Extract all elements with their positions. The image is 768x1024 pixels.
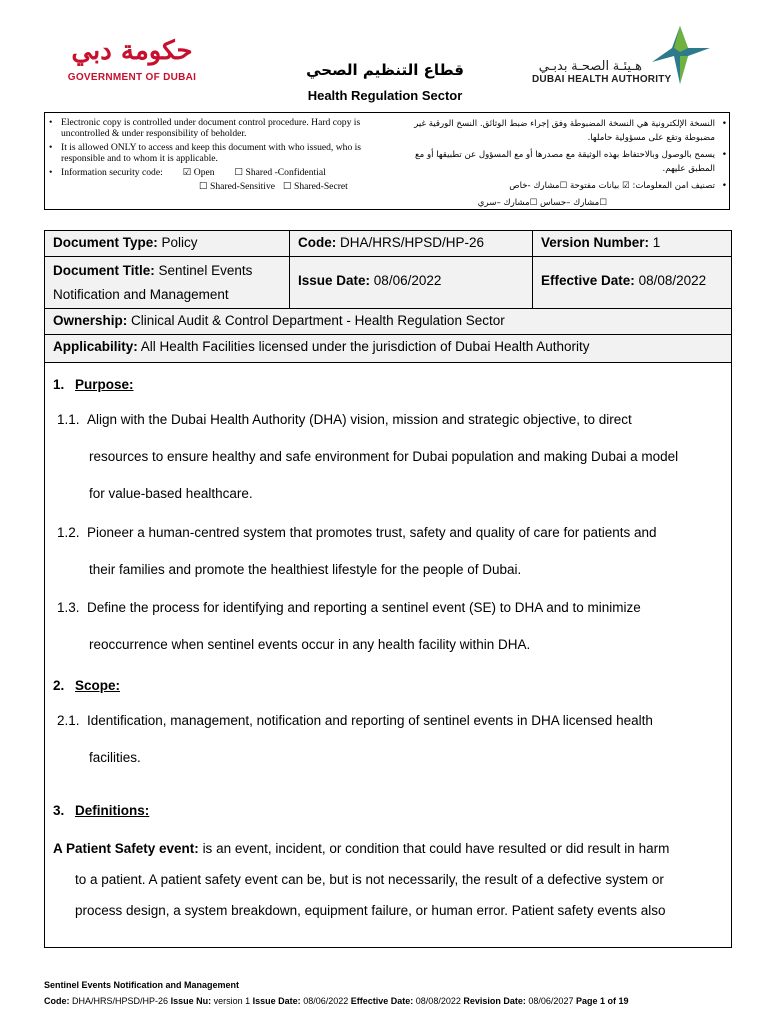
document-frame <box>44 230 732 948</box>
government-of-dubai-logo <box>52 36 212 92</box>
security-code-row-ar: • تصنيف امن المعلومات: ☑ بيانات مفتوحة ☐مشارك -خاص <box>509 181 727 191</box>
security-options-ar: ☐مشارك –حساس ☐مشارك –سري <box>477 198 607 208</box>
security-code-label: Information security code: <box>61 167 163 178</box>
gov-logo-english: GOVERNMENT OF DUBAI <box>67 72 197 83</box>
paragraph-1-2: 1.2. Pioneer a human-centred system that promotes trust, safety and quality of care for patients and their families and promote the healthiest lifestyle for the people of Dubai. <box>57 525 657 577</box>
info-row-title <box>45 257 731 309</box>
definition-patient-safety-event: A Patient Safety event: is an event, incident, or condition that could have resulted or did result in harm to a patient. A patient safety event can be, but is not necessarily, the result of a defective system or process design, a system breakdown, equipment failure, or human error. Patient safety events also <box>53 841 670 918</box>
sector-title-english: Health Regulation Sector <box>307 88 463 103</box>
bullet-icon: • <box>49 142 53 153</box>
sector-heading <box>260 60 510 103</box>
option-shared-secret-checkbox[interactable]: ☐ Shared-Secret <box>283 181 348 192</box>
ownership-value: Clinical Audit & Control Department - Health Regulation Sector <box>131 313 505 328</box>
notice-arabic <box>397 117 727 210</box>
section-scope-heading: 2. Scope: <box>53 678 121 693</box>
document-title-cell: Document Title: Sentinel Events Notification and Management <box>53 263 253 302</box>
section-definitions-heading: 3. Definitions: <box>53 803 150 818</box>
notice-item: • It is allowed ONLY to access and keep this document with who issued, who is responsible and to whom it is applicable. <box>49 142 362 164</box>
dha-logo-arabic: هـيئـة الصحـة بدبـي <box>538 58 642 73</box>
document-type-value: Policy <box>161 235 198 250</box>
gov-logo-arabic: حكومة دبي <box>71 36 193 66</box>
issue-date-cell: Issue Date: 08/06/2022 <box>289 257 532 308</box>
paragraph-2-1: 2.1. Identification, management, notification and reporting of sentinel events in DHA licensed health facilities. <box>57 713 653 765</box>
definition-term: A Patient Safety event: <box>53 841 199 856</box>
paragraph-1-3: 1.3. Define the process for identifying and reporting a sentinel event (SE) to DHA and to minimize reoccurrence when sentinel events occur in any health facility within DHA. <box>57 600 641 652</box>
security-code-row <box>49 167 381 178</box>
bullet-icon: • <box>49 167 53 178</box>
document-control-notice <box>44 112 730 210</box>
notice-item: • Electronic copy is controlled under document control procedure. Hard copy is uncontrolled & under responsibility of beholder. <box>49 117 361 139</box>
option-shared-confidential-checkbox[interactable]: ☐ Shared -Confidential <box>234 167 326 178</box>
document-type-cell: Document Type: Policy <box>53 235 198 250</box>
dha-logo-english: DUBAI HEALTH AUTHORITY <box>532 74 672 85</box>
bullet-icon: • <box>49 117 53 128</box>
page-number: Page 1 of 19 <box>575 996 629 1006</box>
bullet-icon: • <box>721 119 727 129</box>
info-row-applicability <box>45 335 731 363</box>
applicability-value: All Health Facilities licensed under the jurisdiction of Dubai Health Authority <box>140 339 590 354</box>
applicability-cell: Applicability: All Health Facilities licensed under the jurisdiction of Dubai Health Authority <box>53 339 590 354</box>
footer-metadata: Code: DHA/HRS/HPSD/HP-26 Issue Nu: version 1 Issue Date: 08/06/2022 Effective Date: 08/08/2022 Revision Date: 08/06/2027 Page 1 of 19 <box>44 996 629 1006</box>
option-shared-sensitive-checkbox[interactable]: ☐ Shared-Sensitive <box>199 181 276 192</box>
section-purpose-heading: 1. Purpose: <box>53 377 134 392</box>
issue-date-value: 08/06/2022 <box>373 273 442 288</box>
info-row-ownership <box>45 309 731 335</box>
footer-document-title: Sentinel Events Notification and Management <box>44 980 240 990</box>
document-title-value: Sentinel Events Notification and Management <box>53 263 253 302</box>
effective-date-cell: Effective Date: 08/08/2022 <box>532 257 731 308</box>
option-open-checkbox[interactable]: ☑ Open <box>182 167 215 178</box>
code-value: DHA/HRS/HPSD/HP-26 <box>340 235 485 250</box>
version-value: 1 <box>652 235 661 250</box>
paragraph-1-1: 1.1. Align with the Dubai Health Authority (DHA) vision, mission and strategic objective, to direct resources to ensure healthy and safe environment for Dubai population and making Dubai a model for value-based healthcare. <box>57 412 679 501</box>
info-row-type <box>45 231 731 257</box>
notice-english <box>49 117 381 192</box>
version-cell: Version Number: 1 <box>532 231 731 256</box>
ownership-cell: Ownership: Clinical Audit & Control Department - Health Regulation Sector <box>53 313 505 328</box>
notice-item-ar: • النسخة الإلكترونية هي النسخة المضبوطة وفق إجراء ضبط الوثائق. النسخ الورقية غير مضبوطة وتقع على مسؤولية حاملها. <box>414 119 727 143</box>
bullet-icon: • <box>721 150 727 160</box>
code-cell: Code: DHA/HRS/HPSD/HP-26 <box>289 231 532 256</box>
bullet-icon: • <box>721 181 727 191</box>
dha-logo <box>532 26 722 90</box>
sector-title-arabic: قطاع التنظيم الصحي <box>306 61 464 79</box>
effective-date-value: 08/08/2022 <box>638 273 707 288</box>
notice-item-ar: • يسمح بالوصول وبالاحتفاظ بهذه الوثيقة مع مصدرها أو مع المسؤول عن تطبيقها أو مع المطبق عليهم. <box>415 150 727 174</box>
